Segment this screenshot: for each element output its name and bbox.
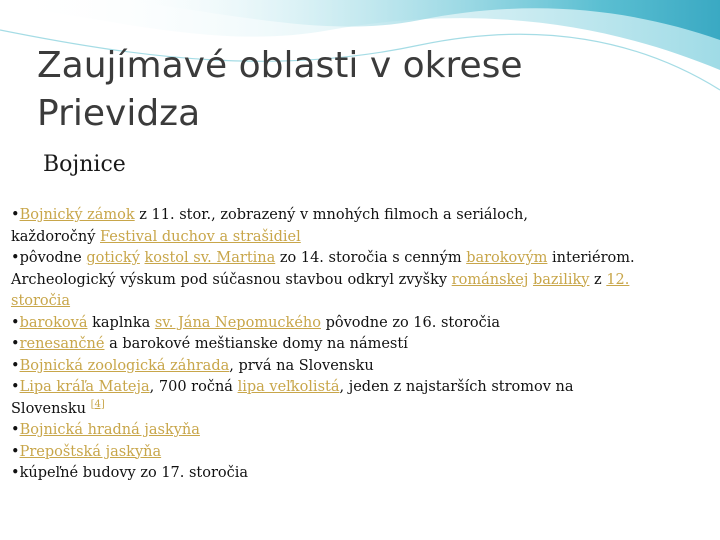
list-item-continuation — [11, 399, 711, 421]
bullet: • — [11, 443, 20, 460]
link-barokova[interactable]: baroková — [19, 314, 88, 331]
bullet: • — [11, 379, 20, 395]
link-barokovym[interactable]: barokovým — [466, 250, 548, 266]
link-kostol[interactable]: kostol sv. Martina — [144, 250, 276, 266]
list-item — [11, 334, 711, 356]
bullet: • — [11, 422, 20, 438]
text: , jeden z najstarších stromov na — [339, 379, 574, 395]
bullet: • — [11, 465, 20, 481]
text: pôvodne zo 16. storočia — [320, 314, 501, 331]
bullet: • — [11, 357, 20, 374]
list-item-continuation — [11, 227, 711, 249]
text: zo 14. storočia s cenným — [275, 250, 467, 266]
bullet: • — [11, 250, 20, 266]
text: z — [589, 271, 607, 288]
link-baziliky[interactable]: baziliky — [532, 271, 590, 288]
list-item — [11, 463, 711, 485]
text: , 700 ročná — [149, 379, 238, 395]
text: každoročný — [11, 228, 101, 245]
link-lipa-krala-mateja[interactable]: Lipa kráľa Mateja — [19, 379, 150, 395]
text: a barokové meštianske domy na námestí — [104, 336, 408, 352]
link-zoologicka-zahrada[interactable]: Bojnická zoologická záhrada — [19, 357, 230, 374]
link-storocia[interactable]: storočia — [11, 293, 71, 309]
slide-title — [37, 42, 523, 138]
reference-link[interactable]: [4] — [90, 398, 105, 410]
text: Slovensku — [11, 400, 91, 417]
slide-title-line-2: Prievidza — [37, 93, 201, 134]
text: kúpeľné budovy zo 17. storočia — [19, 465, 249, 481]
text: kaplnka — [87, 314, 155, 331]
link-lipa-velkolista[interactable]: lipa veľkolistá — [237, 379, 340, 395]
link-hradna-jaskyna[interactable]: Bojnická hradná jaskyňa — [19, 422, 200, 438]
link-bojnicky-zamok[interactable]: Bojnický zámok — [19, 207, 135, 223]
content-list — [11, 205, 711, 485]
list-item — [11, 356, 711, 378]
slide-subtitle: Bojnice — [43, 152, 126, 177]
list-item — [11, 248, 711, 270]
link-romanskej[interactable]: románskej — [451, 271, 529, 288]
list-item — [11, 377, 711, 399]
list-item-continuation — [11, 270, 711, 292]
link-goticky[interactable]: gotický — [86, 250, 140, 266]
text: pôvodne — [19, 250, 87, 266]
link-preposstska-jaskyna[interactable]: Prepoštská jaskyňa — [19, 443, 162, 460]
list-item — [11, 313, 711, 335]
link-12[interactable]: 12. — [606, 271, 630, 288]
list-item — [11, 420, 711, 442]
slide-title-line-1: Zaujímavé oblasti v okrese — [37, 45, 523, 86]
list-item — [11, 205, 711, 227]
bullet: • — [11, 207, 20, 223]
link-jana-nepomuckeho[interactable]: sv. Jána Nepomuckého — [154, 314, 321, 331]
bullet: • — [11, 336, 20, 352]
text: interiérom. — [547, 250, 635, 266]
list-item — [11, 442, 711, 464]
list-item-continuation — [11, 291, 711, 313]
link-renesancne[interactable]: renesančné — [19, 336, 105, 352]
bullet: • — [11, 314, 20, 331]
link-festival[interactable]: Festival duchov a strašidiel — [100, 228, 301, 245]
text: , prvá na Slovensku — [229, 357, 374, 374]
text: z 11. stor., zobrazený v mnohých filmoch a seriáloch, — [134, 207, 528, 223]
text: Archeologický výskum pod súčasnou stavbou odkryl zvyšky — [11, 271, 452, 288]
